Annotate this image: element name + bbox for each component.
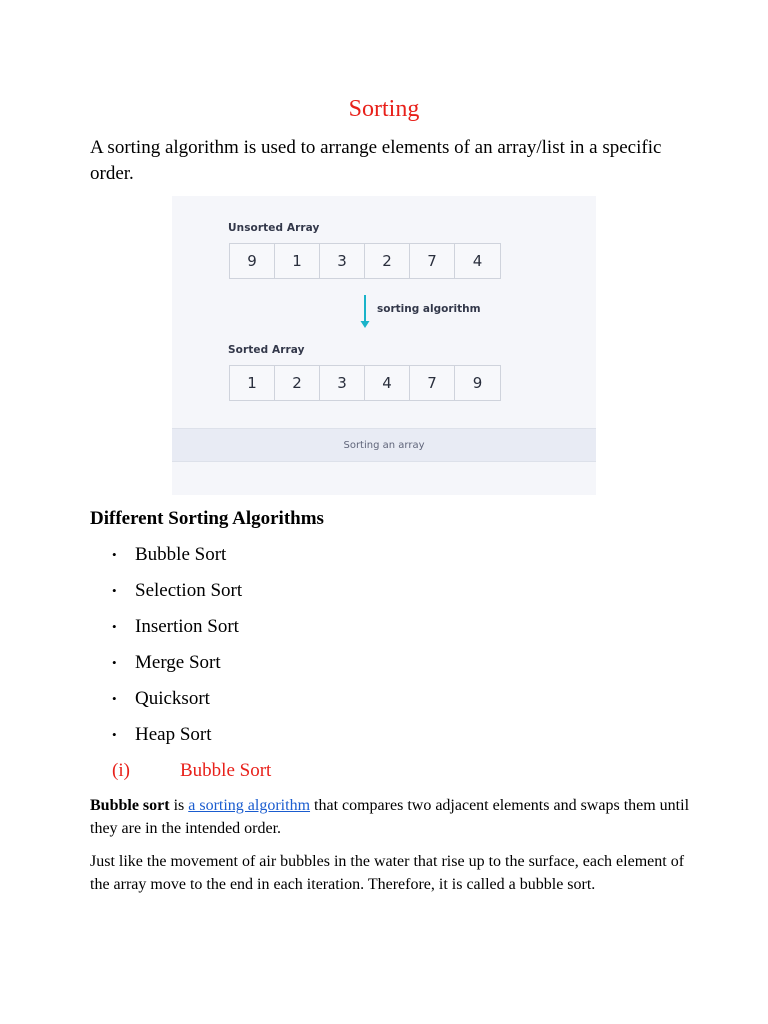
- bullet-icon: •: [112, 727, 117, 742]
- array-cell: 3: [320, 244, 365, 278]
- list-item-label: Merge Sort: [135, 652, 221, 673]
- list-item: [90, 579, 242, 615]
- section-heading: Different Sorting Algorithms: [90, 508, 324, 529]
- list-item: [90, 615, 242, 651]
- sorting-algorithm-link[interactable]: a sorting algorithm: [188, 797, 311, 814]
- unsorted-array: [229, 243, 501, 279]
- bullet-icon: •: [112, 655, 117, 670]
- list-item: [90, 687, 242, 723]
- array-cell: 9: [230, 244, 275, 278]
- array-cell: 2: [275, 366, 320, 400]
- bubble-sort-explanation: Just like the movement of air bubbles in the water that rise up to the surface, each element of the array move to the end in each iteration. Therefore, it is called a bubble sort.: [90, 853, 685, 893]
- list-item-label: Heap Sort: [135, 724, 212, 745]
- list-item-label: Quicksort: [135, 688, 210, 709]
- heading-number: (i): [112, 760, 130, 781]
- down-arrow-icon: [359, 294, 371, 330]
- list-item-label: Insertion Sort: [135, 616, 239, 637]
- array-cell: 4: [365, 366, 410, 400]
- algorithm-list: [90, 543, 242, 759]
- unsorted-array-label: Unsorted Array: [228, 222, 320, 234]
- bullet-icon: •: [112, 547, 117, 562]
- list-item-label: Selection Sort: [135, 580, 243, 601]
- array-cell: 2: [365, 244, 410, 278]
- list-item: [90, 723, 242, 759]
- sorted-array-label: Sorted Array: [228, 344, 305, 356]
- bold-term: Bubble sort: [90, 797, 170, 814]
- intro-paragraph: A sorting algorithm is used to arrange elements of an array/list in a specific order.: [90, 137, 662, 184]
- bullet-icon: •: [112, 691, 117, 706]
- heading-text: Bubble Sort: [180, 760, 272, 781]
- list-item: [90, 651, 242, 687]
- bullet-icon: •: [112, 619, 117, 634]
- page-title: Sorting: [348, 96, 420, 122]
- text-span: that compares two adjacent elements and swaps them until they are in the intended order.: [90, 797, 690, 837]
- sorted-array: [229, 365, 501, 401]
- bullet-icon: •: [112, 583, 117, 598]
- array-cell: 9: [472, 374, 483, 392]
- array-cell: 1: [275, 244, 320, 278]
- array-cell: 3: [320, 366, 365, 400]
- array-cell: 7: [410, 244, 455, 278]
- array-cell: 7: [410, 366, 455, 400]
- text-span: is: [169, 797, 189, 814]
- sorting-figure: [172, 196, 596, 495]
- figure-caption: Sorting an array: [172, 428, 596, 462]
- list-item-label: Bubble Sort: [135, 544, 227, 565]
- array-cell: 1: [230, 366, 275, 400]
- array-cell: 4: [472, 252, 483, 270]
- list-item: [90, 543, 242, 579]
- sorting-algorithm-label: sorting algorithm: [377, 303, 481, 315]
- bubble-sort-definition: [90, 794, 690, 840]
